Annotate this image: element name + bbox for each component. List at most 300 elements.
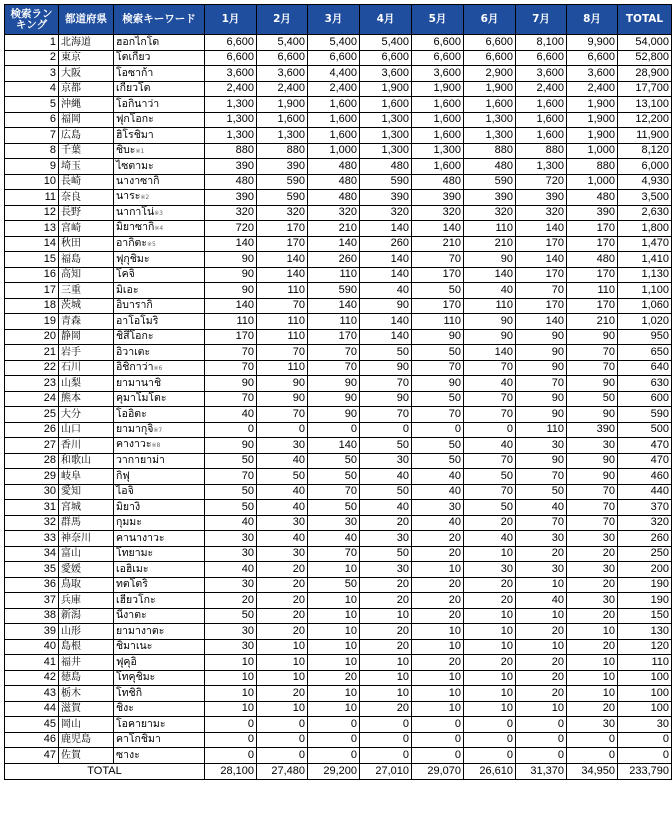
month-value-cell: 1,300 (360, 128, 412, 144)
month-value-cell: 6,600 (412, 35, 464, 51)
table-row (5, 500, 672, 516)
month-value-cell: 1,900 (412, 81, 464, 97)
month-value-cell: 110 (205, 314, 257, 330)
rank-cell: 34 (5, 546, 59, 562)
month-value-cell: 70 (257, 407, 308, 423)
prefecture-cell: 三重 (59, 283, 114, 299)
keyword-text: ชิงะ (116, 702, 134, 715)
month-value-cell: 10 (464, 686, 516, 702)
footnote-mark: ※6 (153, 364, 163, 372)
rank-cell: 28 (5, 453, 59, 469)
month-value-cell: 1,300 (205, 128, 257, 144)
keyword-cell (114, 376, 205, 392)
month-value-cell: 20 (412, 546, 464, 562)
keyword-cell (114, 531, 205, 547)
month-value-cell: 50 (412, 345, 464, 361)
month-value-cell: 50 (205, 608, 257, 624)
month-value-cell: 40 (360, 500, 412, 516)
month-value-cell: 20 (412, 531, 464, 547)
month-value-cell: 10 (567, 655, 618, 671)
rank-cell: 39 (5, 624, 59, 640)
month-value-cell: 20 (567, 577, 618, 593)
keyword-cell (114, 732, 205, 748)
month-value-cell: 110 (257, 329, 308, 345)
prefecture-cell: 徳島 (59, 670, 114, 686)
month-value-cell: 170 (567, 298, 618, 314)
month-value-cell: 480 (567, 190, 618, 206)
rank-cell: 43 (5, 686, 59, 702)
month-value-cell: 90 (567, 453, 618, 469)
header-month-1: 1月 (205, 5, 257, 35)
prefecture-cell: 青森 (59, 314, 114, 330)
prefecture-cell: 石川 (59, 360, 114, 376)
month-value-cell: 110 (516, 422, 567, 438)
prefecture-cell: 千葉 (59, 143, 114, 159)
rank-cell: 22 (5, 360, 59, 376)
prefecture-cell: 島根 (59, 639, 114, 655)
total-month-cell: 31,370 (516, 763, 567, 779)
month-value-cell: 20 (567, 639, 618, 655)
month-value-cell: 1,600 (516, 97, 567, 113)
rank-cell: 24 (5, 391, 59, 407)
table-body (5, 35, 672, 764)
footnote-mark: ※3 (154, 209, 164, 217)
rank-cell: 4 (5, 81, 59, 97)
month-value-cell: 90 (360, 360, 412, 376)
footnote-mark: ※1 (135, 147, 145, 155)
month-value-cell: 40 (257, 531, 308, 547)
keyword-cell (114, 329, 205, 345)
month-value-cell: 90 (464, 314, 516, 330)
rank-cell: 7 (5, 128, 59, 144)
keyword-text: กิฟุ (116, 469, 130, 482)
keyword-text: นีงาตะ (116, 609, 147, 622)
table-row (5, 112, 672, 128)
month-value-cell: 10 (257, 655, 308, 671)
prefecture-cell: 沖縄 (59, 97, 114, 113)
month-value-cell: 70 (464, 407, 516, 423)
keyword-cell (114, 562, 205, 578)
month-value-cell: 1,300 (360, 112, 412, 128)
month-value-cell: 0 (205, 422, 257, 438)
month-value-cell: 50 (464, 500, 516, 516)
month-value-cell: 1,900 (567, 97, 618, 113)
month-value-cell: 50 (308, 577, 360, 593)
month-value-cell: 20 (412, 655, 464, 671)
month-value-cell: 1,900 (567, 128, 618, 144)
month-value-cell: 1,600 (412, 97, 464, 113)
month-value-cell: 6,600 (464, 35, 516, 51)
rank-cell: 32 (5, 515, 59, 531)
month-value-cell: 70 (257, 298, 308, 314)
month-value-cell: 40 (412, 469, 464, 485)
month-value-cell: 30 (205, 546, 257, 562)
row-total-cell: 1,410 (618, 252, 672, 268)
month-value-cell: 170 (412, 298, 464, 314)
row-total-cell: 52,800 (618, 50, 672, 66)
row-total-cell: 190 (618, 593, 672, 609)
rank-cell: 8 (5, 143, 59, 159)
row-total-cell: 12,200 (618, 112, 672, 128)
row-total-cell: 590 (618, 407, 672, 423)
month-value-cell: 10 (464, 546, 516, 562)
table-row (5, 655, 672, 671)
month-value-cell: 170 (567, 236, 618, 252)
row-total-cell: 6,000 (618, 159, 672, 175)
table-row (5, 577, 672, 593)
rank-cell: 41 (5, 655, 59, 671)
month-value-cell: 110 (308, 314, 360, 330)
keyword-text: คาโกชิมา (116, 733, 161, 746)
table-row (5, 66, 672, 82)
month-value-cell: 30 (257, 438, 308, 454)
row-total-cell: 650 (618, 345, 672, 361)
row-total-cell: 320 (618, 515, 672, 531)
month-value-cell: 1,000 (567, 143, 618, 159)
month-value-cell: 70 (412, 252, 464, 268)
month-value-cell: 70 (205, 391, 257, 407)
prefecture-cell: 栃木 (59, 686, 114, 702)
keyword-text: โทชิกิ (116, 686, 143, 699)
row-total-cell: 30 (618, 717, 672, 733)
month-value-cell: 110 (308, 267, 360, 283)
month-value-cell: 10 (516, 577, 567, 593)
month-value-cell: 880 (464, 143, 516, 159)
keyword-text: มิยางิ (116, 500, 141, 513)
prefecture-cell: 岐阜 (59, 469, 114, 485)
table-row (5, 515, 672, 531)
table-row (5, 159, 672, 175)
month-value-cell: 140 (308, 298, 360, 314)
prefecture-cell: 神奈川 (59, 531, 114, 547)
month-value-cell: 90 (567, 407, 618, 423)
table-row (5, 81, 672, 97)
row-total-cell: 110 (618, 655, 672, 671)
prefecture-cell: 岡山 (59, 717, 114, 733)
rank-cell: 23 (5, 376, 59, 392)
month-value-cell: 50 (412, 438, 464, 454)
month-value-cell: 20 (412, 577, 464, 593)
prefecture-cell: 熊本 (59, 391, 114, 407)
month-value-cell: 9,900 (567, 35, 618, 51)
keyword-ranking-table (4, 4, 672, 780)
month-value-cell: 140 (205, 236, 257, 252)
prefecture-cell: 京都 (59, 81, 114, 97)
prefecture-cell: 福井 (59, 655, 114, 671)
header-month-3: 3月 (308, 5, 360, 35)
month-value-cell: 20 (516, 546, 567, 562)
header-total: TOTAL (618, 5, 672, 35)
month-value-cell: 40 (464, 531, 516, 547)
month-value-cell: 20 (360, 593, 412, 609)
month-value-cell: 70 (464, 453, 516, 469)
table-row (5, 562, 672, 578)
month-value-cell: 70 (205, 345, 257, 361)
month-value-cell: 10 (464, 639, 516, 655)
month-value-cell: 6,600 (257, 50, 308, 66)
rank-cell: 11 (5, 190, 59, 206)
month-value-cell: 50 (205, 500, 257, 516)
keyword-cell (114, 701, 205, 717)
month-value-cell: 90 (360, 391, 412, 407)
row-total-cell: 100 (618, 701, 672, 717)
month-value-cell: 10 (464, 624, 516, 640)
keyword-cell (114, 205, 205, 221)
month-value-cell: 70 (464, 484, 516, 500)
keyword-text: ฟุกุชิมะ (116, 252, 150, 265)
keyword-cell (114, 283, 205, 299)
month-value-cell: 70 (308, 345, 360, 361)
month-value-cell: 20 (464, 655, 516, 671)
month-value-cell: 390 (205, 159, 257, 175)
month-value-cell: 70 (516, 283, 567, 299)
header-prefecture: 都道府県 (59, 5, 114, 35)
table-row (5, 438, 672, 454)
keyword-cell (114, 748, 205, 764)
month-value-cell: 10 (257, 670, 308, 686)
month-value-cell: 20 (360, 624, 412, 640)
total-row (5, 763, 672, 779)
row-total-cell: 100 (618, 670, 672, 686)
month-value-cell: 0 (464, 748, 516, 764)
row-total-cell: 150 (618, 608, 672, 624)
table-row (5, 546, 672, 562)
month-value-cell: 90 (516, 329, 567, 345)
month-value-cell: 3,600 (567, 66, 618, 82)
month-value-cell: 20 (516, 686, 567, 702)
rank-cell: 17 (5, 283, 59, 299)
keyword-text: ชิบะ (116, 143, 136, 156)
rank-cell: 5 (5, 97, 59, 113)
month-value-cell: 390 (516, 190, 567, 206)
month-value-cell: 480 (308, 190, 360, 206)
keyword-cell (114, 624, 205, 640)
month-value-cell: 590 (464, 174, 516, 190)
month-value-cell: 170 (205, 329, 257, 345)
month-value-cell: 10 (412, 670, 464, 686)
month-value-cell: 90 (516, 407, 567, 423)
rank-cell: 47 (5, 748, 59, 764)
keyword-text: ยามานาชิ (116, 376, 162, 389)
month-value-cell: 30 (516, 562, 567, 578)
table-row (5, 608, 672, 624)
month-value-cell: 30 (567, 562, 618, 578)
row-total-cell: 500 (618, 422, 672, 438)
month-value-cell: 70 (464, 360, 516, 376)
keyword-cell (114, 391, 205, 407)
row-total-cell: 28,900 (618, 66, 672, 82)
month-value-cell: 1,300 (412, 143, 464, 159)
month-value-cell: 70 (205, 360, 257, 376)
keyword-cell (114, 577, 205, 593)
month-value-cell: 140 (257, 252, 308, 268)
month-value-cell: 170 (516, 298, 567, 314)
keyword-text: คุมาโมโตะ (116, 392, 167, 405)
month-value-cell: 110 (567, 283, 618, 299)
keyword-text: กุมมะ (116, 516, 142, 529)
keyword-text: ซางะ (116, 748, 140, 761)
month-value-cell: 10 (464, 701, 516, 717)
prefecture-cell: 東京 (59, 50, 114, 66)
month-value-cell: 10 (360, 686, 412, 702)
month-value-cell: 390 (360, 190, 412, 206)
prefecture-cell: 兵庫 (59, 593, 114, 609)
month-value-cell: 0 (516, 717, 567, 733)
keyword-text: คางาวะ (116, 438, 152, 451)
month-value-cell: 10 (308, 608, 360, 624)
header-month-2: 2月 (257, 5, 308, 35)
table-row (5, 205, 672, 221)
table-row (5, 407, 672, 423)
total-month-cell: 26,610 (464, 763, 516, 779)
month-value-cell: 0 (360, 748, 412, 764)
month-value-cell: 40 (412, 484, 464, 500)
rank-cell: 42 (5, 670, 59, 686)
month-value-cell: 2,400 (308, 81, 360, 97)
keyword-cell (114, 500, 205, 516)
keyword-text: อิชิกาว่า (116, 360, 154, 373)
table-row (5, 422, 672, 438)
month-value-cell: 10 (412, 701, 464, 717)
month-value-cell: 10 (308, 624, 360, 640)
month-value-cell: 480 (308, 159, 360, 175)
row-total-cell: 1,060 (618, 298, 672, 314)
row-total-cell: 11,900 (618, 128, 672, 144)
row-total-cell: 17,700 (618, 81, 672, 97)
keyword-text: ไอจิ (116, 485, 134, 498)
month-value-cell: 6,600 (412, 50, 464, 66)
month-value-cell: 10 (516, 701, 567, 717)
month-value-cell: 480 (360, 159, 412, 175)
row-total-cell: 0 (618, 732, 672, 748)
keyword-cell (114, 593, 205, 609)
table-row (5, 329, 672, 345)
month-value-cell: 170 (412, 267, 464, 283)
keyword-text: ฟุกโอกะ (116, 113, 154, 126)
table-row (5, 593, 672, 609)
month-value-cell: 50 (360, 345, 412, 361)
month-value-cell: 880 (516, 143, 567, 159)
keyword-cell (114, 221, 205, 237)
month-value-cell: 10 (567, 686, 618, 702)
month-value-cell: 6,600 (516, 50, 567, 66)
row-total-cell: 470 (618, 438, 672, 454)
keyword-text: ยามากุจิ (116, 422, 154, 435)
month-value-cell: 40 (257, 453, 308, 469)
row-total-cell: 100 (618, 686, 672, 702)
keyword-cell (114, 252, 205, 268)
keyword-cell (114, 438, 205, 454)
month-value-cell: 90 (464, 329, 516, 345)
prefecture-cell: 宮崎 (59, 221, 114, 237)
month-value-cell: 880 (257, 143, 308, 159)
table-row (5, 143, 672, 159)
month-value-cell: 30 (567, 531, 618, 547)
month-value-cell: 50 (205, 484, 257, 500)
month-value-cell: 30 (257, 546, 308, 562)
keyword-text: โอซาก้า (116, 66, 154, 79)
month-value-cell: 1,900 (257, 97, 308, 113)
keyword-cell (114, 50, 205, 66)
month-value-cell: 30 (205, 639, 257, 655)
month-value-cell: 480 (567, 252, 618, 268)
table-row (5, 50, 672, 66)
month-value-cell: 90 (205, 252, 257, 268)
month-value-cell: 10 (464, 608, 516, 624)
month-value-cell: 10 (257, 639, 308, 655)
month-value-cell: 140 (205, 298, 257, 314)
month-value-cell: 3,600 (257, 66, 308, 82)
month-value-cell: 40 (360, 283, 412, 299)
month-value-cell: 140 (360, 267, 412, 283)
keyword-text: โตเกียว (116, 51, 151, 64)
row-total-cell: 1,130 (618, 267, 672, 283)
month-value-cell: 140 (308, 236, 360, 252)
table-row (5, 531, 672, 547)
month-value-cell: 0 (567, 732, 618, 748)
prefecture-cell: 滋賀 (59, 701, 114, 717)
header-month-7: 7月 (516, 5, 567, 35)
month-value-cell: 20 (516, 655, 567, 671)
month-value-cell: 50 (516, 484, 567, 500)
month-value-cell: 1,600 (516, 112, 567, 128)
month-value-cell: 20 (360, 515, 412, 531)
month-value-cell: 2,400 (516, 81, 567, 97)
keyword-text: ไซตามะ (116, 159, 154, 172)
month-value-cell: 140 (516, 314, 567, 330)
row-total-cell: 1,800 (618, 221, 672, 237)
row-total-cell: 260 (618, 531, 672, 547)
month-value-cell: 90 (257, 376, 308, 392)
prefecture-cell: 静岡 (59, 329, 114, 345)
prefecture-cell: 愛知 (59, 484, 114, 500)
prefecture-cell: 鹿児島 (59, 732, 114, 748)
month-value-cell: 10 (567, 624, 618, 640)
month-value-cell: 20 (205, 593, 257, 609)
keyword-cell (114, 128, 205, 144)
keyword-text: ทตโตริ (116, 578, 148, 591)
month-value-cell: 40 (516, 500, 567, 516)
month-value-cell: 320 (360, 205, 412, 221)
month-value-cell: 1,300 (464, 112, 516, 128)
month-value-cell: 70 (516, 515, 567, 531)
month-value-cell: 0 (308, 732, 360, 748)
month-value-cell: 0 (205, 717, 257, 733)
prefecture-cell: 愛媛 (59, 562, 114, 578)
footnote-mark: ※7 (153, 426, 163, 434)
month-value-cell: 140 (360, 252, 412, 268)
month-value-cell: 260 (360, 236, 412, 252)
prefecture-cell: 山梨 (59, 376, 114, 392)
keyword-cell (114, 608, 205, 624)
month-value-cell: 10 (308, 701, 360, 717)
month-value-cell: 590 (257, 174, 308, 190)
rank-cell: 21 (5, 345, 59, 361)
month-value-cell: 20 (567, 608, 618, 624)
month-value-cell: 30 (412, 500, 464, 516)
rank-cell: 1 (5, 35, 59, 51)
month-value-cell: 140 (464, 267, 516, 283)
row-total-cell: 200 (618, 562, 672, 578)
rank-cell: 3 (5, 66, 59, 82)
month-value-cell: 1,600 (412, 128, 464, 144)
month-value-cell: 40 (205, 562, 257, 578)
month-value-cell: 3,600 (360, 66, 412, 82)
month-value-cell: 1,600 (308, 112, 360, 128)
month-value-cell: 0 (360, 732, 412, 748)
keyword-text: โทคุชิมะ (116, 671, 156, 684)
month-value-cell: 0 (412, 717, 464, 733)
